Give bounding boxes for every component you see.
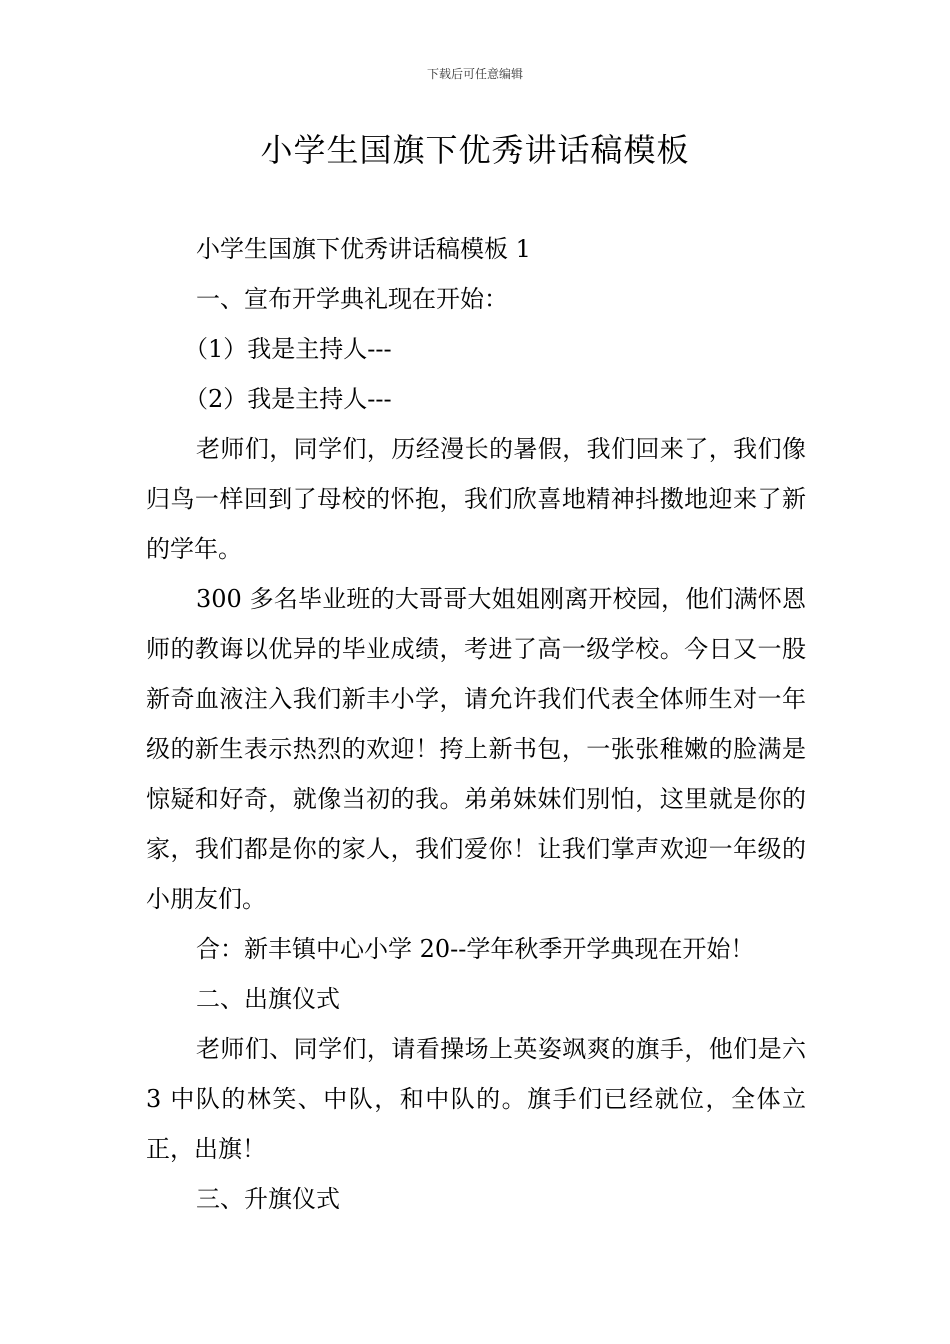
body-paragraph: 300 多名毕业班的大哥哥大姐姐刚离开校园，他们满怀恩师的教诲以优异的毕业成绩，考进了高一级学校。今日又一股新奇血液注入我们新丰小学，请允许我们代表全体师生对一年级的新生表示热烈的欢迎！挎上新书包，一张张稚嫩的脸满是惊疑和好奇，就像当初的我。弟弟妹妹们别怕，这里就是你的家，我们都是你的家人，我们爱你！让我们掌声欢迎一年级的小朋友们。 <box>146 585 806 913</box>
body-paragraph: 合：新丰镇中心小学 20--学年秋季开学典现在开始！ <box>196 935 755 963</box>
host-line-1: （1）我是主持人--- <box>184 335 392 363</box>
document-body <box>146 224 806 1224</box>
host-line-2: （2）我是主持人--- <box>184 385 392 413</box>
body-paragraph: 老师们，同学们，历经漫长的暑假，我们回来了，我们像归鸟一样回到了母校的怀抱，我们欣喜地精神抖擞地迎来了新的学年。 <box>146 435 806 563</box>
body-paragraph: 老师们、同学们，请看操场上英姿飒爽的旗手，他们是六 3 中队的林笑、中队，和中队的。旗手们已经就位，全体立正，出旗！ <box>146 1035 806 1163</box>
document-title: 小学生国旗下优秀讲话稿模板 <box>260 131 690 169</box>
header-note: 下载后可任意编辑 <box>426 67 523 81</box>
section-heading-2: 二、出旗仪式 <box>196 985 340 1013</box>
subtitle-paragraph: 小学生国旗下优秀讲话稿模板 1 <box>196 235 531 263</box>
section-heading-3: 三、升旗仪式 <box>196 1185 340 1213</box>
section-heading-1: 一、宣布开学典礼现在开始： <box>196 285 508 313</box>
